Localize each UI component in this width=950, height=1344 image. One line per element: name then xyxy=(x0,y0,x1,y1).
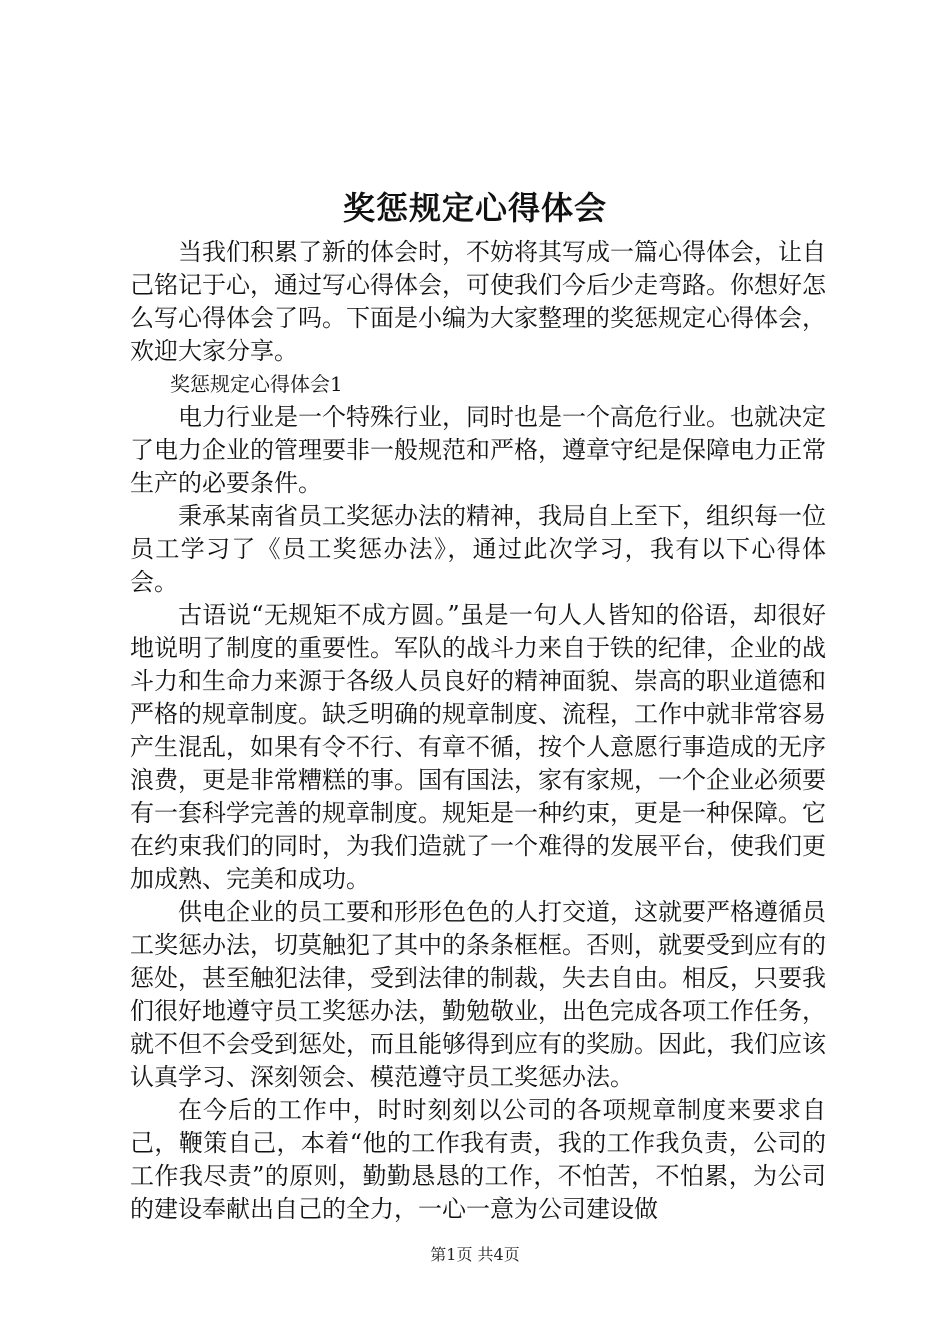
document-body xyxy=(130,236,826,1226)
body-paragraph: 供电企业的员工要和形形色色的人打交道，这就要严格遵循员工奖惩办法，切莫触犯了其中的条条框框。否则，就要受到应有的惩处，甚至触犯法律，受到法律的制裁，失去自由。相反，只要我们很好地遵守员工奖惩办法，勤勉敬业，出色完成各项工作任务，就不但不会受到惩处，而且能够得到应有的奖励。因此，我们应该认真学习、深刻领会、模范遵守员工奖惩办法。 xyxy=(130,898,826,1091)
body-paragraph: 在今后的工作中，时时刻刻以公司的各项规章制度来要求自己，鞭策自己，本着“他的工作我有责，我的工作我负责，公司的工作我尽责”的原则，勤勤恳恳的工作，不怕苦，不怕累，为公司的建设奉献出自己的全力，一心一意为公司建设做 xyxy=(130,1096,826,1223)
section-heading: 奖惩规定心得体会1 xyxy=(170,372,343,396)
body-paragraph: 电力行业是一个特殊行业，同时也是一个高危行业。也就决定了电力企业的管理要非一般规范和严格，遵章守纪是保障电力正常生产的必要条件。 xyxy=(130,403,826,497)
body-paragraph: 古语说“无规矩不成方圆。”虽是一句人人皆知的俗语，却很好地说明了制度的重要性。军队的战斗力来自于铁的纪律，企业的战斗力和生命力来源于各级人员良好的精神面貌、崇高的职业道德和严格的规章制度。缺乏明确的规章制度、流程，工作中就非常容易产生混乱，如果有令不行、有章不循，按个人意愿行事造成的无序浪费，更是非常糟糕的事。国有国法，家有家规，一个企业必须要有一套科学完善的规章制度。规矩是一种约束，更是一种保障。它在约束我们的同时，为我们造就了一个难得的发展平台，使我们更加成熟、完美和成功。 xyxy=(130,601,826,893)
page-footer: 第1页 共4页 xyxy=(430,1245,520,1264)
body-paragraph: 秉承某南省员工奖惩办法的精神，我局自上至下，组织每一位员工学习了《员工奖惩办法》，通过此次学习，我有以下心得体会。 xyxy=(130,502,826,596)
intro-paragraph: 当我们积累了新的体会时，不妨将其写成一篇心得体会，让自己铭记于心，通过写心得体会，可使我们今后少走弯路。你想好怎么写心得体会了吗。下面是小编为大家整理的奖惩规定心得体会，欢迎大家分享。 xyxy=(130,238,826,365)
document-title: 奖惩规定心得体会 xyxy=(342,189,607,227)
